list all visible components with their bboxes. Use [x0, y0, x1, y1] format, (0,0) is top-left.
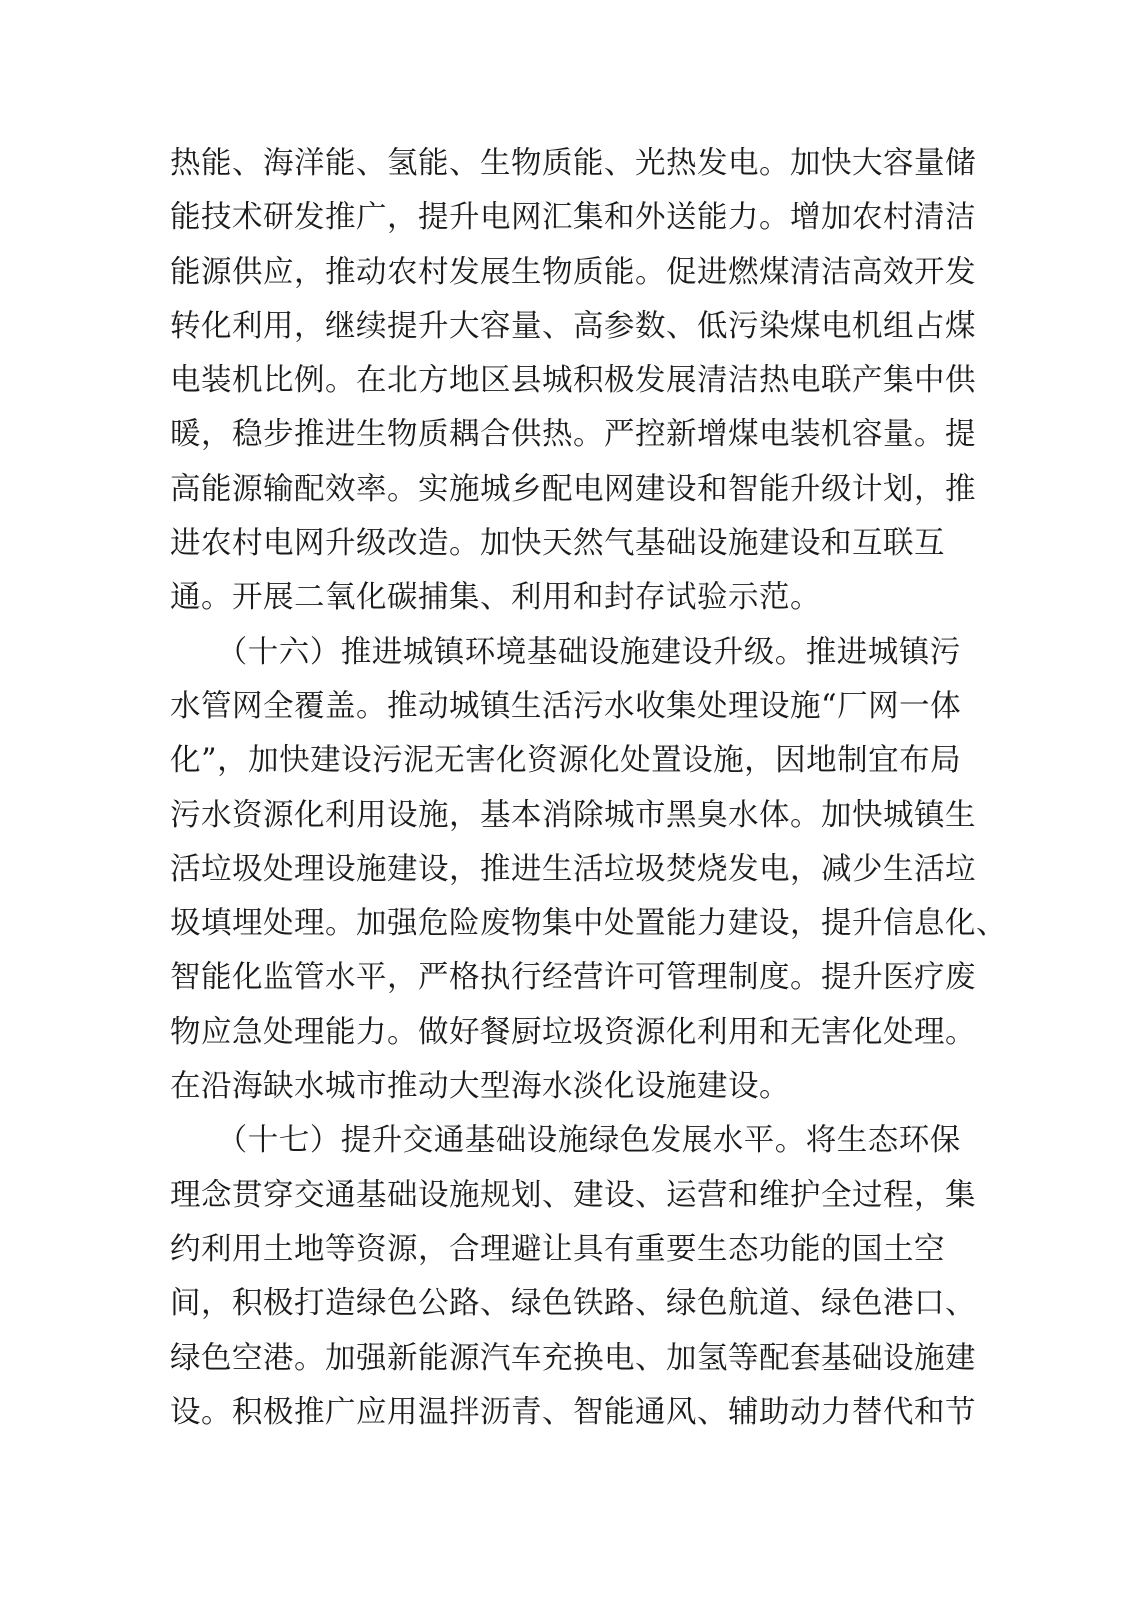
- text-line: 转化利用，继续提升大容量、高参数、低污染煤电机组占煤: [170, 308, 976, 344]
- paragraph-end-line: 通。开展二氧化碳捕集、利用和封存试验示范。: [170, 580, 821, 616]
- text-line: 热能、海洋能、氢能、生物质能、光热发电。加快大容量储: [170, 146, 976, 181]
- paragraph-end-line: 在沿海缺水城市推动大型海水淡化设施建设。: [170, 1069, 790, 1105]
- text-line: 理念贯穿交通基础设施规划、建设、运营和维护全过程，集: [170, 1177, 976, 1213]
- text-line: 暖，稳步推进生物质耦合供热。严控新增煤电装机容量。提: [170, 417, 976, 453]
- text-line: 化”，加快建设污泥无害化资源化处置设施，因地制宜布局: [170, 743, 962, 779]
- text-line: 约利用土地等资源，合理避让具有重要生态功能的国土空: [170, 1231, 945, 1267]
- section-17-heading-line: （十七）提升交通基础设施绿色发展水平。将生态环保: [170, 1123, 961, 1159]
- section-16-heading-line: （十六）推进城镇环境基础设施建设升级。推进城镇污: [170, 634, 961, 670]
- text-line: 能源供应，推动农村发展生物质能。促进燃煤清洁高效开发: [170, 254, 976, 290]
- text-line: 设。积极推广应用温拌沥青、智能通风、辅助动力替代和节: [170, 1394, 976, 1430]
- text-line: 绿色空港。加强新能源汽车充换电、加氢等配套基础设施建: [170, 1340, 976, 1376]
- text-line: 电装机比例。在北方地区县城积极发展清洁热电联产集中供: [170, 363, 976, 399]
- text-line: 活垃圾处理设施建设，推进生活垃圾焚烧发电，减少生活垃: [170, 851, 976, 887]
- text-line: 圾填埋处理。加强危险废物集中处置能力建设，提升信息化、: [170, 906, 1007, 942]
- text-line: 进农村电网升级改造。加快天然气基础设施建设和互联互: [170, 526, 945, 562]
- text-line: 高能源输配效率。实施城乡配电网建设和智能升级计划，推: [170, 471, 976, 507]
- text-line: 水管网全覆盖。推动城镇生活污水收集处理设施“厂网一体: [170, 688, 962, 724]
- text-line: 物应急处理能力。做好餐厨垃圾资源化利用和无害化处理。: [170, 1014, 976, 1050]
- text-line: 间，积极打造绿色公路、绿色铁路、绿色航道、绿色港口、: [170, 1286, 976, 1322]
- body-text: [170, 137, 1007, 1440]
- text-line: 污水资源化利用设施，基本消除城市黑臭水体。加快城镇生: [170, 797, 976, 833]
- text-line: 智能化监管水平，严格执行经营许可管理制度。提升医疗废: [170, 960, 976, 996]
- text-line: 能技术研发推广，提升电网汇集和外送能力。增加农村清洁: [170, 200, 976, 236]
